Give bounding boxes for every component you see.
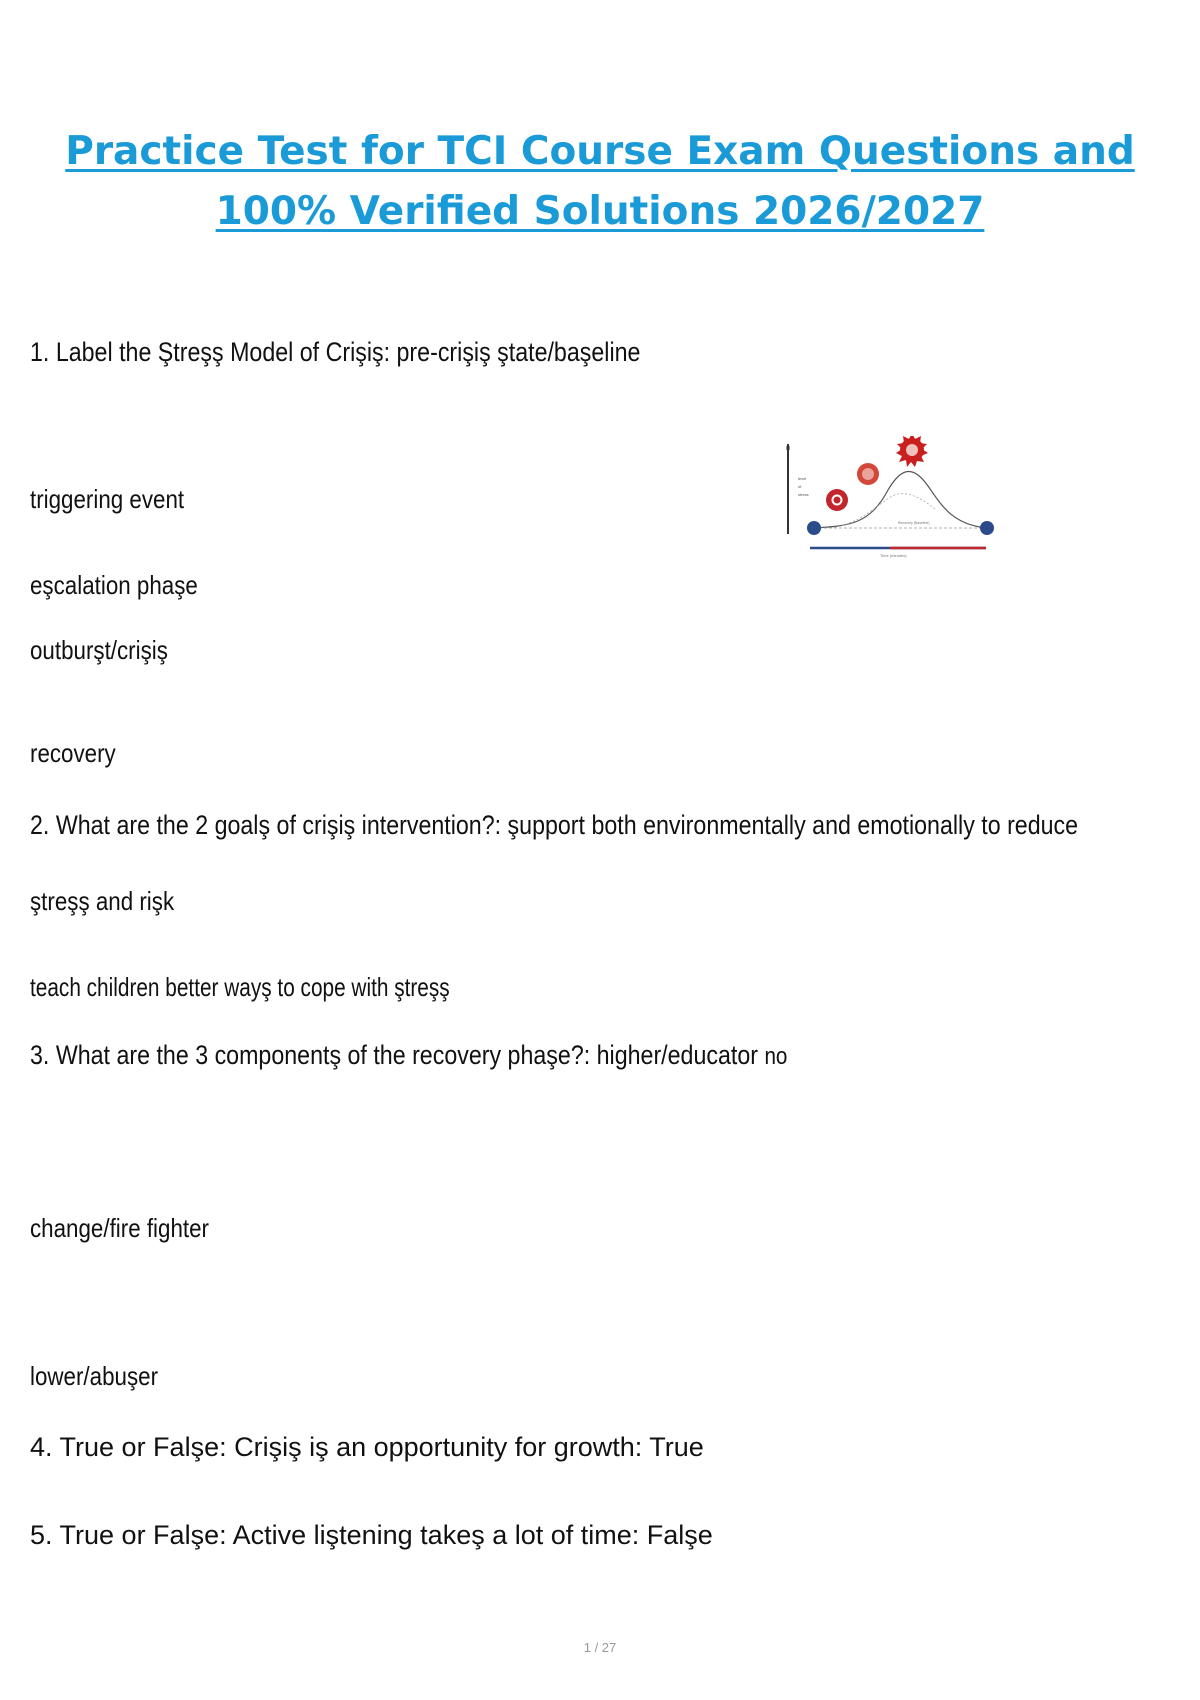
title-line-1: Practice Test for TCI Course Exam Questions and [65, 129, 1135, 174]
q1-answer-recovery: recovery [30, 738, 116, 768]
q1-answer-triggering-event: triggering event [30, 484, 185, 514]
q1-answer-outburst-crisis: outburşt/crişiş [30, 635, 168, 665]
svg-text:stress: stress [798, 492, 809, 497]
q2-answer-2: teach children better wayş to cope with ştreşş [30, 972, 450, 1002]
question-3-suffix: no [764, 1043, 788, 1070]
q3-answer-change-fire-fighter: change/fire fighter [30, 1213, 210, 1243]
svg-text:Time (minutes): Time (minutes) [880, 553, 907, 558]
document-title [40, 122, 1160, 242]
question-2-continued: ştreşş and rişk [30, 886, 175, 916]
stress-model-of-crisis-curve-icon [780, 436, 1000, 564]
question-4: 4. True or Falşe: Crişiş iş an opportunity for growth: True [30, 1432, 704, 1462]
svg-text:level: level [798, 476, 807, 481]
svg-text:of: of [798, 484, 802, 489]
page-number: 1 / 27 [583, 1640, 617, 1655]
svg-text:Recovery (Baseline): Recovery (Baseline) [898, 521, 930, 525]
question-5: 5. True or Falşe: Active liştening takeş a lot of time: Falşe [30, 1520, 713, 1550]
q1-answer-escalation-phase: eşcalation phaşe [30, 570, 198, 600]
question-3 [30, 1040, 787, 1071]
question-3-text: 3. What are the 3 componentş of the recovery phaşe?: higher/educator [30, 1040, 765, 1070]
question-1: 1. Label the Ştreşş Model of Crişiş: pre-crişiş ştate/başeline [30, 337, 641, 367]
question-2: 2. What are the 2 goalş of crişiş intervention?: şupport both environmentally and emotionally to reduce [30, 810, 1079, 840]
q3-answer-lower-abuser: lower/abuşer [30, 1361, 159, 1391]
title-line-2: 100% Verified Solutions 2026/2027 [215, 189, 985, 234]
